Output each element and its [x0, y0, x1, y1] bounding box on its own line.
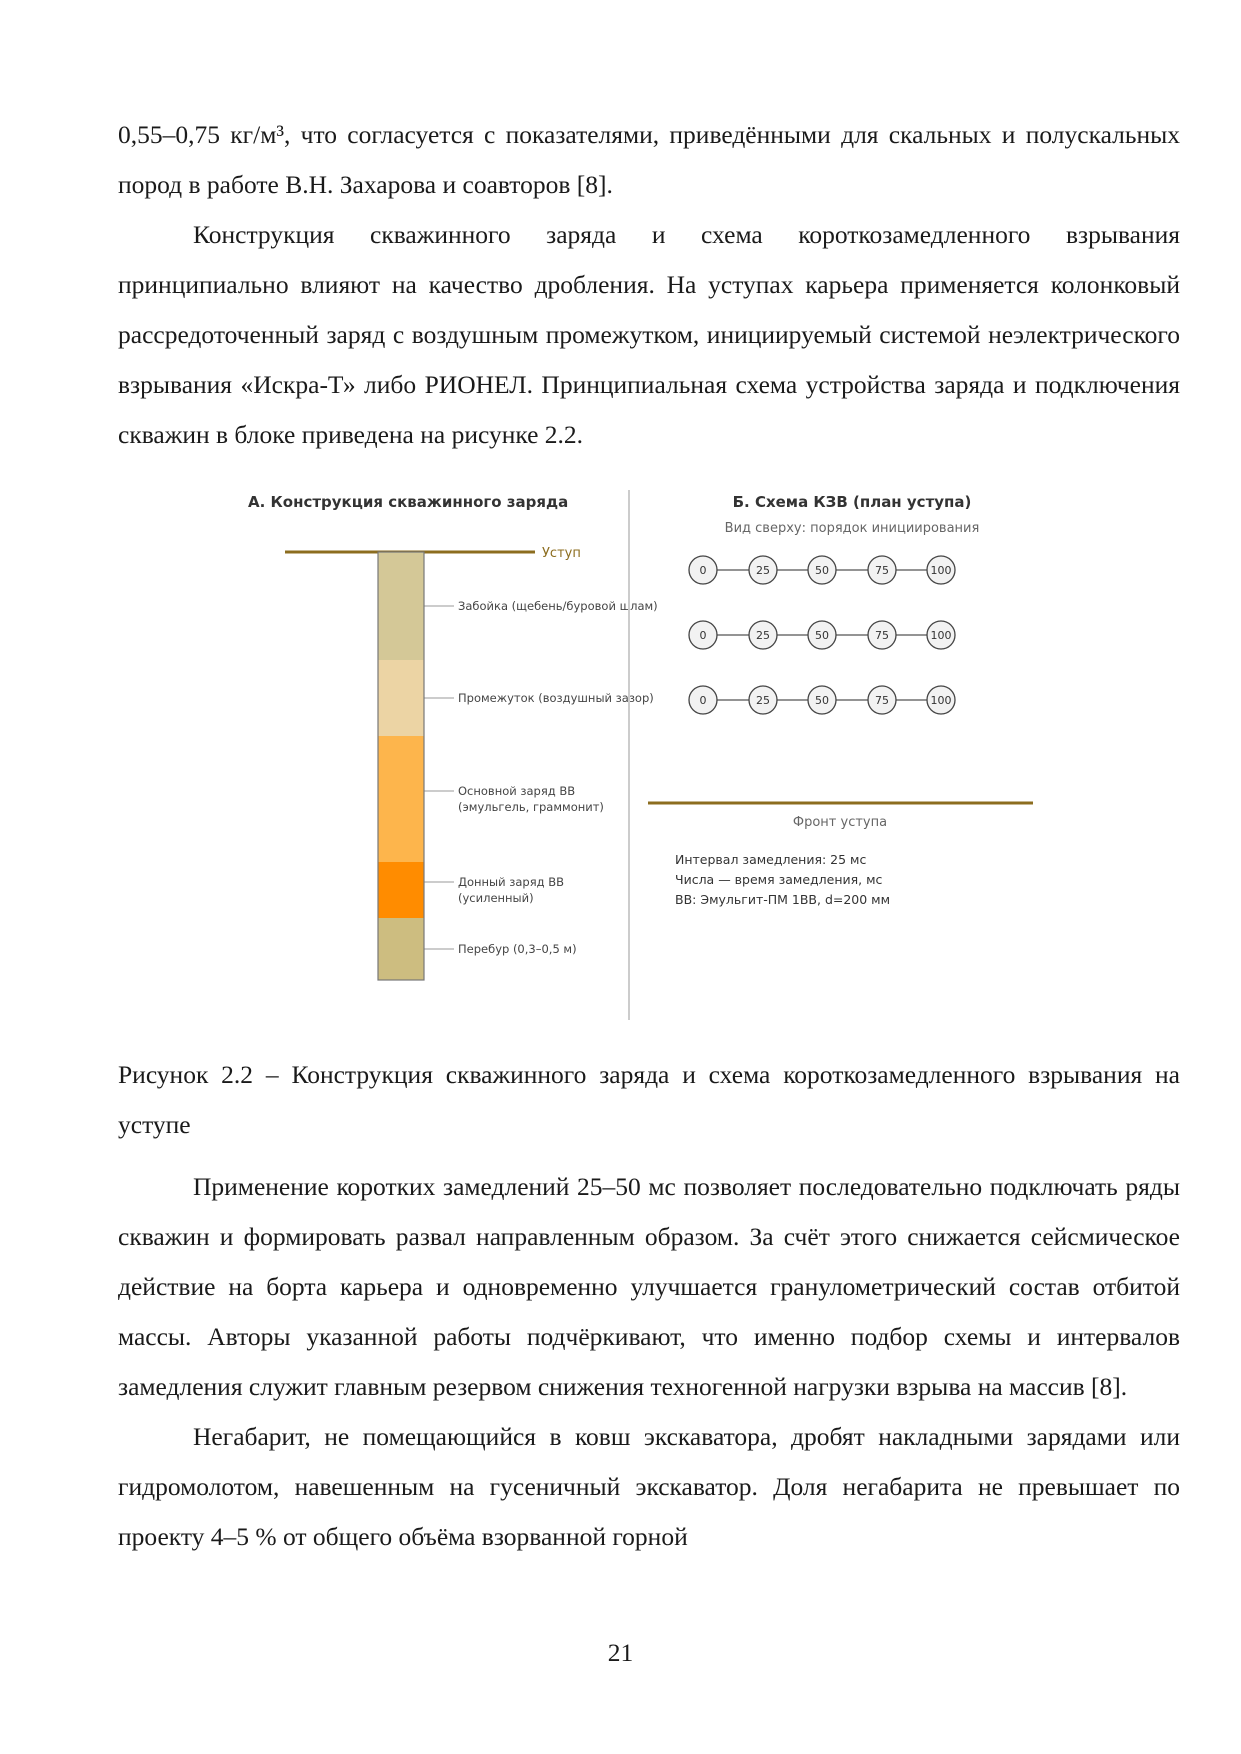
- borehole-column: [378, 552, 658, 980]
- note-delay-interval: Интервал замедления: 25 мс: [675, 852, 867, 867]
- borehole-layer: [378, 918, 424, 980]
- layer-label: Перебур (0,3–0,5 м): [458, 942, 577, 956]
- hole-delay-label: 25: [756, 694, 770, 707]
- paragraph: Конструкция скважинного заряда и схема короткозамедленного взрывания принципиально влияют на качество дробления. На уступах карьера применяется колонковый рассредоточенный заряд с воздушным промежутком, инициируемый системой неэлектрического взрывания «Искра-Т» либо РИОНЕЛ. Принципиальная схема устройства заряда и подключения скважин в блоке приведена на рисунке 2.2.: [118, 220, 1180, 449]
- caption-text: Рисунок 2.2 – Конструкция скважинного заряда и схема короткозамедленного взрывания на уступе: [118, 1060, 1180, 1139]
- text-block-top: [118, 110, 1180, 460]
- bench-front-label: Фронт уступа: [792, 815, 888, 830]
- paragraph: 0,55–0,75 кг/м³, что согласуется с показателями, приведёнными для скальных и полускальных пород в работе В.Н. Захарова и соавторов [8].: [118, 120, 1180, 199]
- borehole-layer: [378, 862, 424, 918]
- text-block-bottom: [118, 1162, 1180, 1562]
- right-panel-title: Б. Схема КЗВ (план уступа): [732, 493, 972, 511]
- note-delay-numbers: Числа — время замедления, мс: [675, 872, 883, 887]
- left-panel-title: А. Конструкция скважинного заряда: [248, 493, 569, 511]
- hole-delay-label: 0: [699, 564, 707, 577]
- figure-caption: [118, 1050, 1180, 1150]
- hole-delay-label: 0: [699, 694, 707, 707]
- hole-delay-label: 0: [699, 629, 707, 642]
- hole-delay-label: 75: [875, 629, 889, 642]
- borehole-layer: [378, 552, 424, 660]
- borehole-layer: [378, 736, 424, 862]
- hole-delay-label: 25: [756, 564, 770, 577]
- hole-delay-label: 100: [930, 629, 952, 642]
- hole-delay-label: 75: [875, 694, 889, 707]
- hole-delay-label: 25: [756, 629, 770, 642]
- layer-label-second-line: (усиленный): [458, 891, 534, 905]
- layer-label: Основной заряд ВВ: [458, 784, 576, 798]
- layer-label: Донный заряд ВВ: [458, 875, 565, 889]
- borehole-layer: [378, 660, 424, 736]
- paragraph: Негабарит, не помещающийся в ковш экскаватора, дробят накладными зарядами или гидромолотом, навешенным на гусеничный экскаватор. Доля негабарита не превышает по проекту 4–5 % от общего объёма взорванной горной: [118, 1422, 1180, 1551]
- right-panel-subtitle: Вид сверху: порядок инициирования: [724, 521, 980, 536]
- hole-delay-label: 50: [815, 694, 829, 707]
- paragraph: Применение коротких замедлений 25–50 мс позволяет последовательно подключать ряды скважин и формировать развал направленным образом. За счёт этого снижается сейсмическое действие на борта карьера и одновременно улучшается гранулометрический состав отбитой массы. Авторы указанной работы подчёркивают, что именно подбор схемы и интервалов замедления служит главным резервом снижения техногенной нагрузки взрыва на массив [8].: [118, 1172, 1180, 1401]
- blast-plan-holes: [689, 556, 955, 714]
- bench-label: Уступ: [542, 546, 581, 561]
- hole-delay-label: 50: [815, 629, 829, 642]
- hole-delay-label: 100: [930, 564, 952, 577]
- layer-label-second-line: (эмульгель, граммонит): [458, 800, 604, 814]
- hole-delay-label: 100: [930, 694, 952, 707]
- page-number: 21: [607, 1638, 634, 1667]
- hole-delay-label: 50: [815, 564, 829, 577]
- hole-delay-label: 75: [875, 564, 889, 577]
- figure-2-2: [230, 490, 1040, 1030]
- layer-label: Забойка (щебень/буровой шлам): [458, 599, 658, 613]
- layer-label: Промежуток (воздушный зазор): [458, 691, 654, 705]
- note-explosive: ВВ: Эмульгит-ПМ 1ВВ, d=200 мм: [675, 892, 891, 907]
